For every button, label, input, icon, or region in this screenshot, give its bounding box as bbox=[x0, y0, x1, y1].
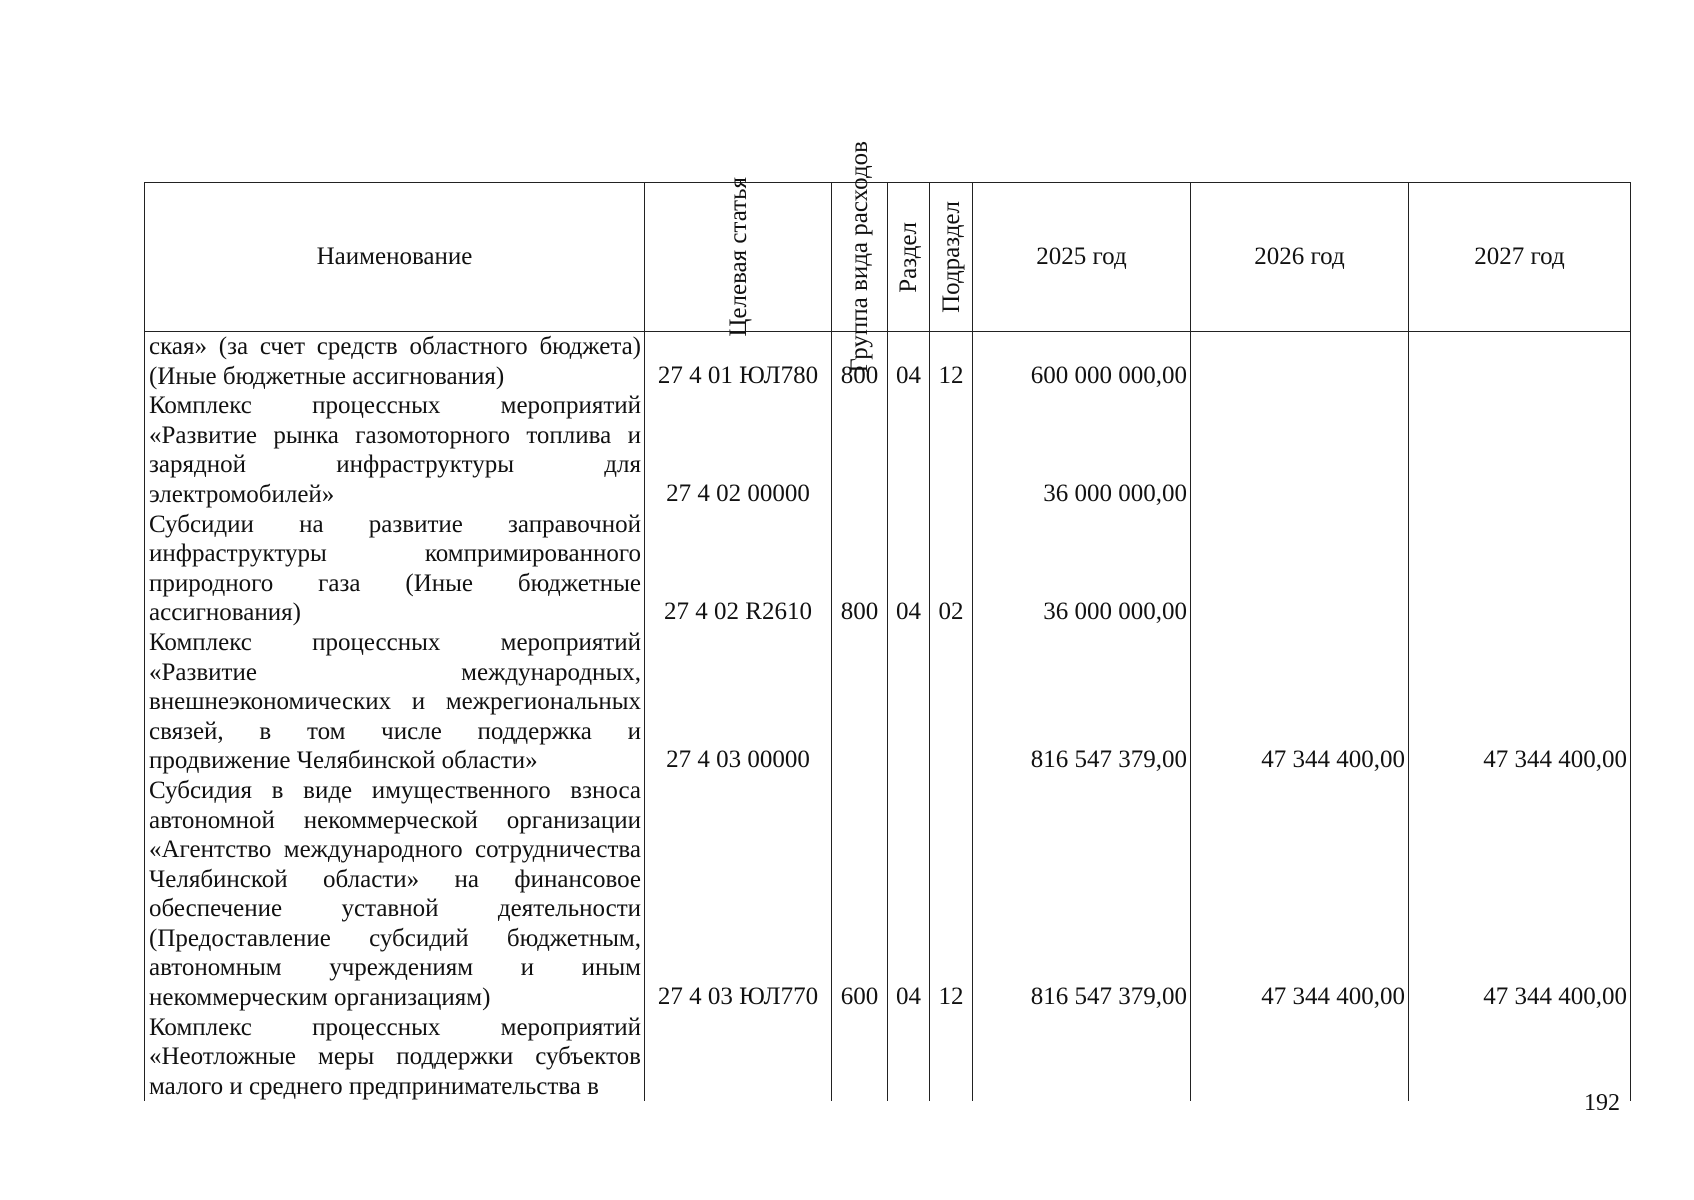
row-name: Субсидии на развитие заправочной инфраструктуры компримированного природного газа (Иные бюджетные ассигнования) bbox=[145, 510, 645, 628]
row-expense-group bbox=[832, 628, 888, 776]
header-section: Раздел bbox=[888, 183, 930, 332]
row-section: 04 bbox=[888, 510, 930, 628]
row-subsection: 02 bbox=[930, 510, 973, 628]
budget-table bbox=[144, 141, 1631, 1101]
row-subsection: 12 bbox=[930, 332, 973, 392]
row-amount-2026 bbox=[1191, 391, 1409, 509]
row-expense-group bbox=[832, 1013, 888, 1102]
row-amount-2026: 47 344 400,00 bbox=[1191, 776, 1409, 1013]
row-subsection: 12 bbox=[930, 776, 973, 1013]
header-year-2026: 2026 год bbox=[1191, 183, 1409, 332]
row-amount-2025 bbox=[973, 1013, 1191, 1102]
row-section bbox=[888, 391, 930, 509]
row-amount-2025: 36 000 000,00 bbox=[973, 510, 1191, 628]
row-subsection bbox=[930, 1013, 973, 1102]
row-section bbox=[888, 1013, 930, 1102]
table-row bbox=[145, 391, 1631, 509]
row-target-article: 27 4 03 ЮЛ770 bbox=[645, 776, 832, 1013]
row-amount-2027 bbox=[1409, 332, 1631, 392]
header-expense-group: Группа вида расходов bbox=[832, 183, 888, 332]
row-name: Комплекс процессных мероприятий «Неотложные меры поддержки субъектов малого и среднего предпринимательства в bbox=[145, 1013, 645, 1102]
row-name: Субсидия в виде имущественного взноса автономной некоммерческой организации «Агентство международного сотрудничества Челябинской области» на финансовое обеспечение уставной деятельности (Предоставление субсидий бюджетным, автономным учреждениям и иным некоммерческим организациям) bbox=[145, 776, 645, 1013]
row-amount-2027: 47 344 400,00 bbox=[1409, 776, 1631, 1013]
header-year-2027: 2027 год bbox=[1409, 183, 1631, 332]
row-target-article: 27 4 02 R2610 bbox=[645, 510, 832, 628]
row-name: ская» (за счет средств областного бюджета) (Иные бюджетные ассигнования) bbox=[145, 332, 645, 392]
row-amount-2026 bbox=[1191, 332, 1409, 392]
row-amount-2027 bbox=[1409, 510, 1631, 628]
row-expense-group: 800 bbox=[832, 510, 888, 628]
row-amount-2027: 47 344 400,00 bbox=[1409, 628, 1631, 776]
table-row bbox=[145, 1013, 1631, 1102]
row-expense-group: 800 bbox=[832, 332, 888, 392]
row-subsection bbox=[930, 391, 973, 509]
header-name: Наименование bbox=[145, 183, 645, 332]
header-year-2025: 2025 год bbox=[973, 183, 1191, 332]
row-amount-2027 bbox=[1409, 391, 1631, 509]
row-expense-group bbox=[832, 391, 888, 509]
row-section: 04 bbox=[888, 332, 930, 392]
table-row bbox=[145, 510, 1631, 628]
row-amount-2027 bbox=[1409, 1013, 1631, 1102]
row-section: 04 bbox=[888, 776, 930, 1013]
table-row bbox=[145, 628, 1631, 776]
row-name: Комплекс процессных мероприятий «Развитие международных, внешнеэкономических и межрегиональных связей, в том числе поддержка и продвижение Челябинской области» bbox=[145, 628, 645, 776]
row-target-article bbox=[645, 1013, 832, 1102]
row-target-article: 27 4 03 00000 bbox=[645, 628, 832, 776]
row-expense-group: 600 bbox=[832, 776, 888, 1013]
row-amount-2025: 816 547 379,00 bbox=[973, 776, 1191, 1013]
row-amount-2025: 816 547 379,00 bbox=[973, 628, 1191, 776]
row-amount-2025: 36 000 000,00 bbox=[973, 391, 1191, 509]
header-target-article: Целевая статья bbox=[645, 183, 832, 332]
table-row bbox=[145, 776, 1631, 1013]
row-subsection bbox=[930, 628, 973, 776]
header-subsection: Подраздел bbox=[930, 183, 973, 332]
row-name: Комплекс процессных мероприятий «Развитие рынка газомоторного топлива и зарядной инфраструктуры для электромобилей» bbox=[145, 391, 645, 509]
row-amount-2026: 47 344 400,00 bbox=[1191, 628, 1409, 776]
row-target-article: 27 4 01 ЮЛ780 bbox=[645, 332, 832, 392]
row-amount-2025: 600 000 000,00 bbox=[973, 332, 1191, 392]
row-section bbox=[888, 628, 930, 776]
table-row bbox=[145, 332, 1631, 392]
row-amount-2026 bbox=[1191, 1013, 1409, 1102]
page-number: 192 bbox=[1584, 1090, 1620, 1116]
table-header-row bbox=[145, 183, 1631, 332]
row-amount-2026 bbox=[1191, 510, 1409, 628]
row-target-article: 27 4 02 00000 bbox=[645, 391, 832, 509]
